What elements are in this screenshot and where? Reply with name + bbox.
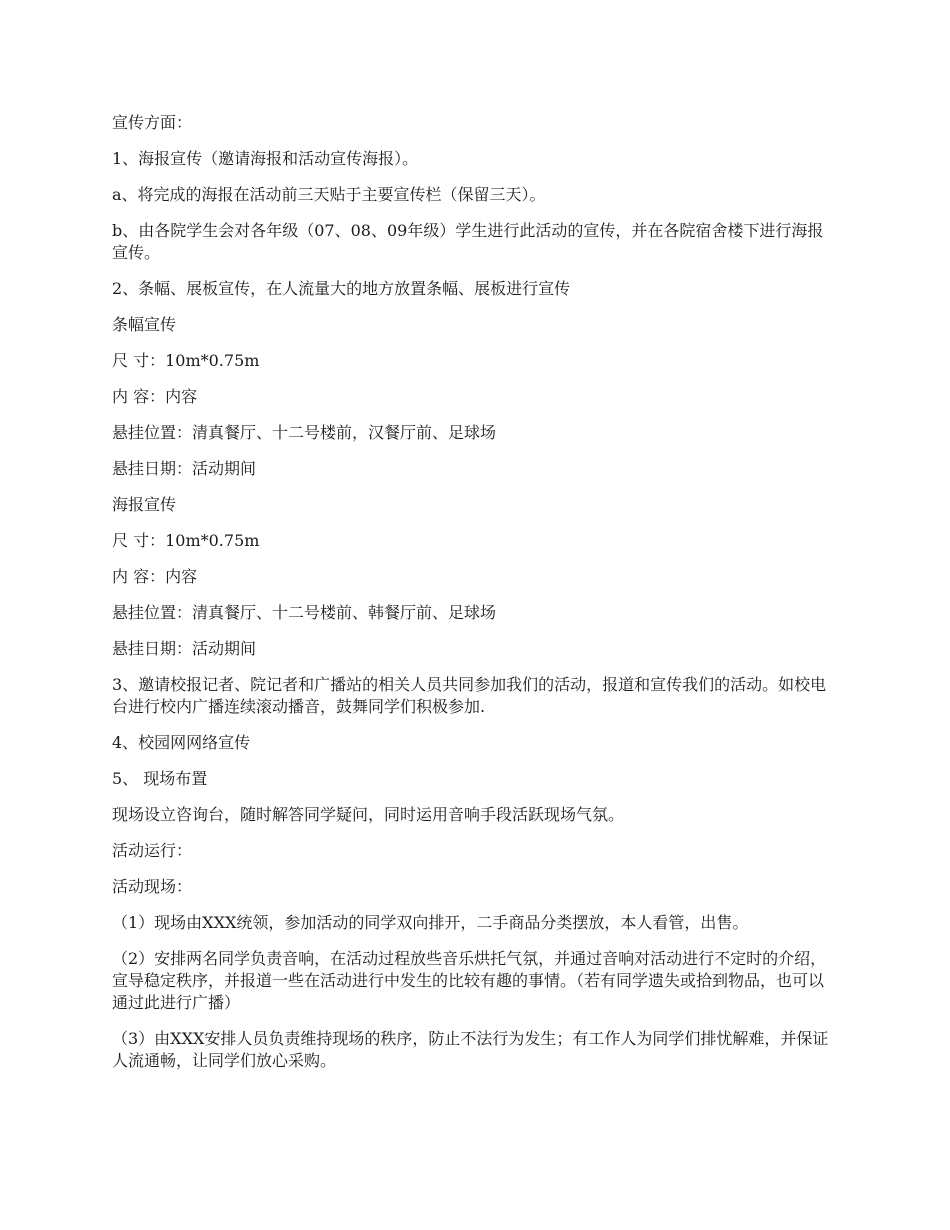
paragraph-item-2: 2、条幅、展板宣传，在人流量大的地方放置条幅、展板进行宣传 (112, 279, 571, 298)
paragraph-step-1: （1）现场由XXX统领，参加活动的同学双向排开，二手商品分类摆放，本人看管，出售。 (112, 913, 749, 932)
paragraph-site-setup: 现场设立咨询台，随时解答同学疑问，同时运用音响手段活跃现场气氛。 (112, 805, 625, 824)
paragraph-item-4: 4、校园网网络宣传 (112, 733, 251, 752)
paragraph-item-a: a、将完成的海报在活动前三天贴于主要宣传栏（保留三天）。 (112, 185, 546, 204)
paragraph-banner-content: 内 容：内容 (112, 387, 198, 406)
paragraph-poster-location: 悬挂位置：清真餐厅、十二号楼前、韩餐厅前、足球场 (112, 603, 497, 622)
document-body (112, 112, 836, 1086)
paragraph-step-3: （3）由XXX安排人员负责维持现场的秩序，防止不法行为发生；有工作人为同学们排忧解难，并保证人流通畅，让同学们放心采购。 (112, 1029, 829, 1070)
paragraph-item-3: 3、邀请校报记者、院记者和广播站的相关人员共同参加我们的活动，报道和宣传我们的活动。如校电台进行校内广播连续滚动播音，鼓舞同学们积极参加. (112, 675, 827, 716)
paragraph-banner-date: 悬挂日期：活动期间 (112, 459, 257, 478)
paragraph-poster-date: 悬挂日期：活动期间 (112, 639, 257, 658)
paragraph-banner-size: 尺 寸：10m*0.75m (112, 351, 260, 370)
paragraph-banner-location: 悬挂位置：清真餐厅、十二号楼前，汉餐厅前、足球场 (112, 423, 497, 442)
paragraph-item-1: 1、海报宣传（邀请海报和活动宣传海报）。 (112, 149, 419, 168)
paragraph-heading-operation: 活动运行： (112, 841, 193, 860)
paragraph-poster-content: 内 容：内容 (112, 567, 198, 586)
paragraph-poster-heading: 海报宣传 (112, 495, 177, 514)
paragraph-poster-size: 尺 寸：10m*0.75m (112, 531, 260, 550)
paragraph-step-2: （2）安排两名同学负责音响，在活动过程放些音乐烘托气氛，并通过音响对活动进行不定时的介绍，宣导稳定秩序，并报道一些在活动进行中发生的比较有趣的事情。（若有同学遗失或拾到物品，也可以通过此进行广播） (112, 949, 827, 1012)
paragraph-item-b: b、由各院学生会对各年级（07、08、09年级）学生进行此活动的宣传，并在各院宿舍楼下进行海报宣传。 (112, 221, 824, 262)
paragraph-item-5: 5、 现场布置 (112, 769, 208, 788)
paragraph-heading-publicity: 宣传方面： (112, 113, 193, 132)
paragraph-banner-heading: 条幅宣传 (112, 315, 177, 334)
paragraph-heading-site: 活动现场： (112, 877, 193, 896)
